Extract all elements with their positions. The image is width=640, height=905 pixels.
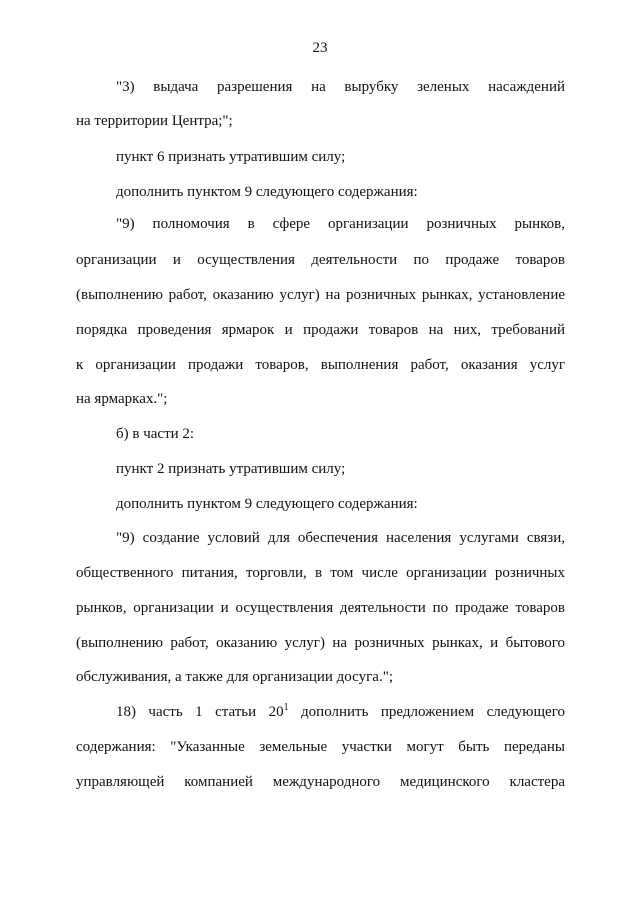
text-line-18: обслуживания, а также для организации досуга."; — [76, 669, 393, 685]
text-line-6: организации и осуществления деятельности по продаже товаров — [76, 252, 565, 268]
text-line-2: на территории Центра;"; — [76, 113, 233, 129]
text-line-11: б) в части 2: — [116, 426, 195, 442]
text-line-5: "9) полномочия в сфере организации розничных рынков, — [116, 216, 565, 232]
text-line-7: (выполнению работ, оказанию услуг) на розничных рынках, установление — [76, 287, 565, 303]
text-line-4: дополнить пунктом 9 следующего содержания: — [116, 184, 418, 200]
superscript-mark: 1 — [283, 702, 289, 713]
text-line-17: (выполнению работ, оказанию услуг) на розничных рынках, и бытового — [76, 635, 565, 651]
text-line-13: дополнить пунктом 9 следующего содержания: — [116, 496, 418, 512]
text-line-9: к организации продажи товаров, выполнения работ, оказания услуг — [76, 357, 565, 373]
text-line-19-head: 18) часть 1 статьи 20 — [116, 704, 284, 720]
text-line-12: пункт 2 признать утратившим силу; — [116, 461, 346, 477]
text-line-3: пункт 6 признать утратившим силу; — [116, 149, 346, 165]
text-line-14: "9) создание условий для обеспечения населения услугами связи, — [116, 530, 565, 546]
text-line-8: порядка проведения ярмарок и продажи товаров на них, требований — [76, 322, 565, 338]
text-line-20: содержания: "Указанные земельные участки могут быть переданы — [76, 739, 565, 755]
text-line-10: на ярмарках."; — [76, 391, 168, 407]
text-line-19-tail: дополнить предложением следующего — [301, 704, 565, 720]
text-line-19 — [116, 702, 565, 722]
page-number: 23 — [312, 40, 328, 56]
text-line-21: управляющей компанией международного медицинского кластера — [76, 774, 565, 790]
text-line-1: "3) выдача разрешения на вырубку зеленых насаждений — [116, 79, 565, 95]
text-line-16: рынков, организации и осуществления деятельности по продаже товаров — [76, 600, 565, 616]
text-line-15: общественного питания, торговли, в том числе организации розничных — [76, 565, 565, 581]
